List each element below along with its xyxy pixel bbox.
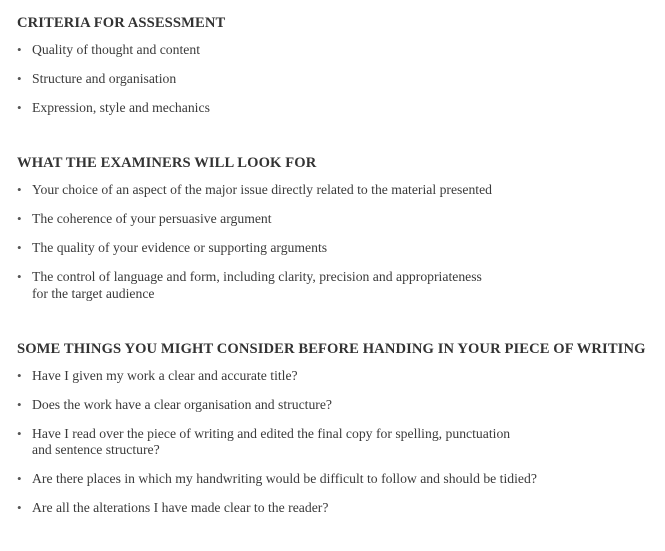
bullet-icon: • [17, 71, 22, 86]
list-item: • The quality of your evidence or supporting arguments [17, 240, 328, 255]
section-spacer [17, 129, 655, 154]
bullet-icon: • [17, 367, 22, 383]
bullet-icon: • [17, 500, 22, 515]
list-item: • Have I given my work a clear and accurate title? [17, 367, 298, 383]
list-item: • Quality of thought and content [17, 42, 201, 57]
list-item: • Structure and organisation [17, 71, 177, 86]
section-heading: SOME THINGS YOU MIGHT CONSIDER BEFORE HANDING IN YOUR PIECE OF WRITING [17, 340, 646, 357]
list-item: • The control of language and form, including clarity, precision and appropriateness for the target audience [17, 269, 482, 301]
bullet-icon: • [17, 182, 22, 197]
bullet-icon: • [17, 471, 22, 486]
bullet-icon: • [17, 211, 22, 226]
section-examiners [17, 154, 655, 302]
list-item: • Your choice of an aspect of the major issue directly related to the material presented [17, 182, 493, 197]
bullet-icon: • [17, 240, 22, 255]
bullet-list [17, 42, 655, 117]
section-considerations [17, 340, 655, 517]
bullet-list [17, 182, 655, 302]
bullet-icon: • [17, 269, 22, 284]
list-item: • Are there places in which my handwriting would be difficult to follow and should be tidied? [17, 471, 537, 486]
list-item: • Expression, style and mechanics [17, 100, 210, 115]
section-heading: CRITERIA FOR ASSESSMENT [17, 15, 226, 31]
bullet-icon: • [17, 100, 22, 115]
list-item: • The coherence of your persuasive argument [17, 211, 272, 226]
bullet-list [17, 368, 655, 517]
list-item: • Does the work have a clear organisation and structure? [17, 396, 332, 412]
bullet-icon: • [17, 396, 22, 412]
list-item: • Are all the alterations I have made clear to the reader? [17, 500, 329, 515]
bullet-icon: • [17, 425, 22, 441]
section-criteria [17, 14, 655, 117]
section-heading: WHAT THE EXAMINERS WILL LOOK FOR [17, 155, 317, 171]
bullet-icon: • [17, 42, 22, 57]
section-spacer [17, 315, 655, 340]
list-item: • Have I read over the piece of writing and edited the final copy for spelling, punctuation and sentence structure? [17, 425, 511, 457]
